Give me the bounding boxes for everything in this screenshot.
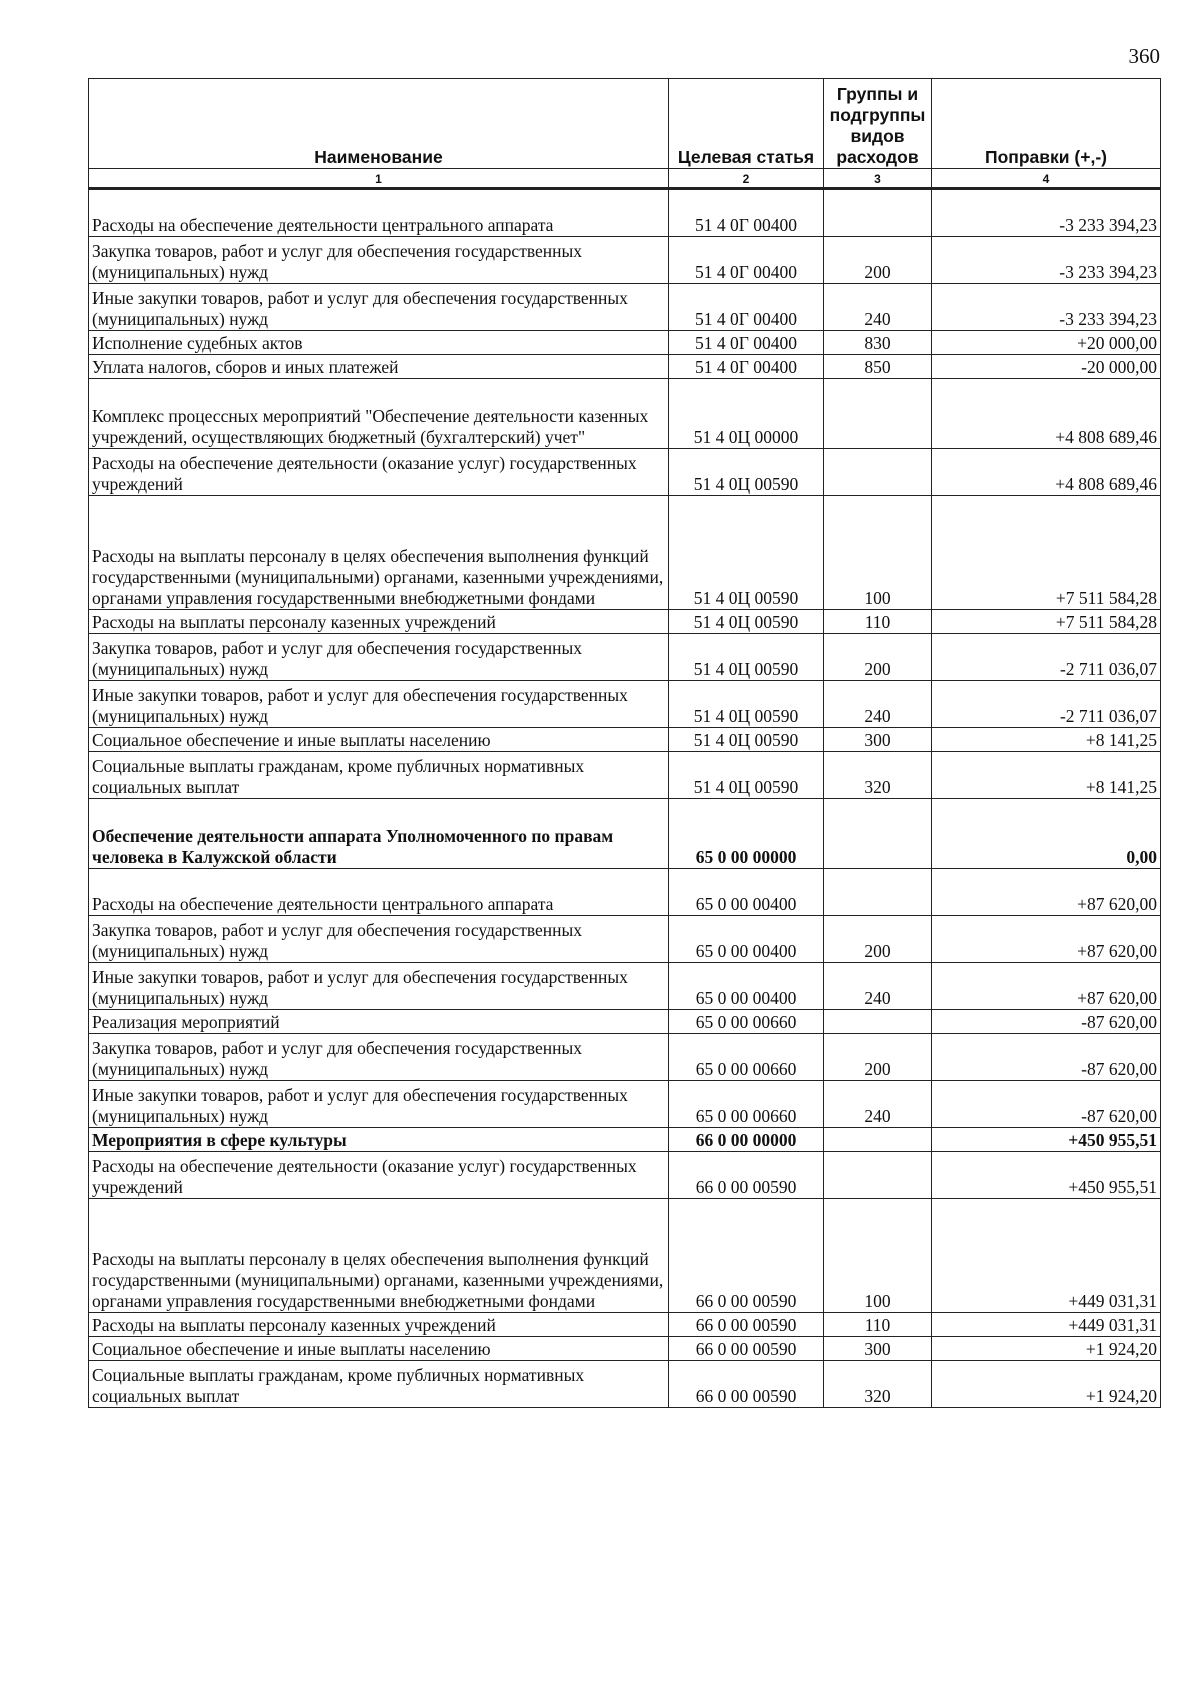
row-expense-group: 240 — [824, 681, 932, 728]
row-name: Иные закупки товаров, работ и услуг для обеспечения государственных (муниципальных) нужд — [89, 1081, 669, 1128]
row-name: Иные закупки товаров, работ и услуг для обеспечения государственных (муниципальных) нужд — [89, 284, 669, 331]
table-row — [89, 963, 1161, 1010]
row-expense-group: 300 — [824, 728, 932, 752]
row-target-article: 65 0 00 00660 — [669, 1034, 824, 1081]
table-row — [89, 1081, 1161, 1128]
row-amount: +87 620,00 — [932, 963, 1161, 1010]
table-row — [89, 284, 1161, 331]
row-amount: +1 924,20 — [932, 1337, 1161, 1361]
column-number: 2 — [669, 169, 824, 189]
row-name: Социальное обеспечение и иные выплаты населению — [89, 728, 669, 752]
row-amount: -3 233 394,23 — [932, 284, 1161, 331]
table-row — [89, 1128, 1161, 1152]
row-expense-group: 110 — [824, 610, 932, 634]
header-name: Наименование — [89, 79, 669, 169]
row-name: Расходы на выплаты персоналу в целях обеспечения выполнения функций государственными (муниципальными) органами, казенными учреждениями, органами управления государственными внебюджетными фондами — [89, 1199, 669, 1313]
row-target-article: 66 0 00 00590 — [669, 1361, 824, 1408]
table-row — [89, 237, 1161, 284]
row-target-article: 65 0 00 00660 — [669, 1081, 824, 1128]
row-target-article: 51 4 0Г 00400 — [669, 189, 824, 237]
row-amount: 0,00 — [932, 799, 1161, 869]
table-row — [89, 869, 1161, 916]
row-target-article: 66 0 00 00590 — [669, 1313, 824, 1337]
table-row — [89, 1313, 1161, 1337]
table-row — [89, 189, 1161, 237]
row-target-article: 51 4 0Ц 00590 — [669, 634, 824, 681]
row-name: Расходы на обеспечение деятельности (оказание услуг) государственных учреждений — [89, 1152, 669, 1199]
row-expense-group: 240 — [824, 963, 932, 1010]
row-target-article: 51 4 0Г 00400 — [669, 284, 824, 331]
row-target-article: 51 4 0Г 00400 — [669, 331, 824, 355]
row-expense-group: 100 — [824, 1199, 932, 1313]
table-row — [89, 1034, 1161, 1081]
row-amount: +1 924,20 — [932, 1361, 1161, 1408]
table-row — [89, 752, 1161, 799]
table-row — [89, 799, 1161, 869]
row-name: Расходы на выплаты персоналу в целях обеспечения выполнения функций государственными (муниципальными) органами, казенными учреждениями, органами управления государственными внебюджетными фондами — [89, 496, 669, 610]
table-row — [89, 634, 1161, 681]
row-expense-group — [824, 449, 932, 496]
row-amount: +7 511 584,28 — [932, 496, 1161, 610]
row-name: Расходы на выплаты персоналу казенных учреждений — [89, 610, 669, 634]
row-expense-group — [824, 189, 932, 237]
row-amount: +8 141,25 — [932, 752, 1161, 799]
row-expense-group — [824, 379, 932, 449]
budget-amendments-table — [88, 78, 1161, 1408]
table-row — [89, 379, 1161, 449]
table-row — [89, 355, 1161, 379]
row-amount: +450 955,51 — [932, 1128, 1161, 1152]
row-target-article: 66 0 00 00590 — [669, 1152, 824, 1199]
row-expense-group — [824, 1128, 932, 1152]
row-amount: -3 233 394,23 — [932, 237, 1161, 284]
page-number: 360 — [1128, 44, 1160, 68]
row-amount: +8 141,25 — [932, 728, 1161, 752]
row-expense-group: 200 — [824, 916, 932, 963]
row-amount: +87 620,00 — [932, 916, 1161, 963]
row-target-article: 65 0 00 00400 — [669, 916, 824, 963]
table-row — [89, 1010, 1161, 1034]
header-target-article: Целевая статья — [669, 79, 824, 169]
row-name: Реализация мероприятий — [89, 1010, 669, 1034]
row-target-article: 51 4 0Ц 00590 — [669, 449, 824, 496]
row-amount: -3 233 394,23 — [932, 189, 1161, 237]
row-name: Комплекс процессных мероприятий "Обеспечение деятельности казенных учреждений, осуществляющих бюджетный (бухгалтерский) учет" — [89, 379, 669, 449]
row-target-article: 51 4 0Г 00400 — [669, 355, 824, 379]
row-name: Иные закупки товаров, работ и услуг для обеспечения государственных (муниципальных) нужд — [89, 963, 669, 1010]
row-name: Социальные выплаты гражданам, кроме публичных нормативных социальных выплат — [89, 752, 669, 799]
table-row — [89, 331, 1161, 355]
row-name: Расходы на выплаты персоналу казенных учреждений — [89, 1313, 669, 1337]
row-target-article: 51 4 0Ц 00590 — [669, 496, 824, 610]
row-target-article: 66 0 00 00590 — [669, 1337, 824, 1361]
table-row — [89, 1337, 1161, 1361]
table-row — [89, 728, 1161, 752]
table-row — [89, 610, 1161, 634]
row-expense-group: 830 — [824, 331, 932, 355]
row-target-article: 51 4 0Ц 00590 — [669, 728, 824, 752]
row-name: Расходы на обеспечение деятельности центрального аппарата — [89, 869, 669, 916]
row-expense-group — [824, 1010, 932, 1034]
row-name: Исполнение судебных актов — [89, 331, 669, 355]
row-amount: +450 955,51 — [932, 1152, 1161, 1199]
table-row — [89, 1361, 1161, 1408]
row-expense-group: 240 — [824, 284, 932, 331]
row-expense-group — [824, 869, 932, 916]
row-target-article: 65 0 00 00660 — [669, 1010, 824, 1034]
row-amount: +4 808 689,46 — [932, 379, 1161, 449]
table-row — [89, 449, 1161, 496]
row-target-article: 51 4 0Ц 00590 — [669, 752, 824, 799]
row-target-article: 65 0 00 00400 — [669, 869, 824, 916]
row-name: Иные закупки товаров, работ и услуг для обеспечения государственных (муниципальных) нужд — [89, 681, 669, 728]
row-amount: -87 620,00 — [932, 1010, 1161, 1034]
row-amount: +7 511 584,28 — [932, 610, 1161, 634]
row-amount: +449 031,31 — [932, 1313, 1161, 1337]
row-expense-group: 300 — [824, 1337, 932, 1361]
row-expense-group: 240 — [824, 1081, 932, 1128]
row-target-article: 66 0 00 00000 — [669, 1128, 824, 1152]
row-target-article: 65 0 00 00000 — [669, 799, 824, 869]
column-number: 3 — [824, 169, 932, 189]
row-amount: -20 000,00 — [932, 355, 1161, 379]
row-target-article: 51 4 0Г 00400 — [669, 237, 824, 284]
row-name: Социальные выплаты гражданам, кроме публичных нормативных социальных выплат — [89, 1361, 669, 1408]
row-expense-group: 110 — [824, 1313, 932, 1337]
row-amount: +449 031,31 — [932, 1199, 1161, 1313]
row-name: Закупка товаров, работ и услуг для обеспечения государственных (муниципальных) нужд — [89, 916, 669, 963]
row-expense-group — [824, 799, 932, 869]
row-amount: -2 711 036,07 — [932, 681, 1161, 728]
row-expense-group: 320 — [824, 752, 932, 799]
row-amount: +4 808 689,46 — [932, 449, 1161, 496]
table-row — [89, 1152, 1161, 1199]
row-target-article: 65 0 00 00400 — [669, 963, 824, 1010]
row-target-article: 66 0 00 00590 — [669, 1199, 824, 1313]
column-number: 1 — [89, 169, 669, 189]
row-amount: +20 000,00 — [932, 331, 1161, 355]
row-expense-group: 200 — [824, 237, 932, 284]
row-name: Закупка товаров, работ и услуг для обеспечения государственных (муниципальных) нужд — [89, 1034, 669, 1081]
row-amount: -87 620,00 — [932, 1081, 1161, 1128]
row-name: Обеспечение деятельности аппарата Уполномоченного по правам человека в Калужской области — [89, 799, 669, 869]
row-expense-group: 200 — [824, 634, 932, 681]
row-name: Расходы на обеспечение деятельности центрального аппарата — [89, 189, 669, 237]
row-amount: -87 620,00 — [932, 1034, 1161, 1081]
row-name: Закупка товаров, работ и услуг для обеспечения государственных (муниципальных) нужд — [89, 237, 669, 284]
table-row — [89, 681, 1161, 728]
row-amount: +87 620,00 — [932, 869, 1161, 916]
row-expense-group: 850 — [824, 355, 932, 379]
row-target-article: 51 4 0Ц 00000 — [669, 379, 824, 449]
row-expense-group: 100 — [824, 496, 932, 610]
table-row — [89, 496, 1161, 610]
table-row — [89, 916, 1161, 963]
column-number: 4 — [932, 169, 1161, 189]
row-name: Уплата налогов, сборов и иных платежей — [89, 355, 669, 379]
row-name: Мероприятия в сфере культуры — [89, 1128, 669, 1152]
row-target-article: 51 4 0Ц 00590 — [669, 610, 824, 634]
row-amount: -2 711 036,07 — [932, 634, 1161, 681]
header-amendments: Поправки (+,-) — [932, 79, 1161, 169]
row-expense-group: 320 — [824, 1361, 932, 1408]
row-name: Социальное обеспечение и иные выплаты населению — [89, 1337, 669, 1361]
row-target-article: 51 4 0Ц 00590 — [669, 681, 824, 728]
row-expense-group — [824, 1152, 932, 1199]
row-name: Закупка товаров, работ и услуг для обеспечения государственных (муниципальных) нужд — [89, 634, 669, 681]
row-name: Расходы на обеспечение деятельности (оказание услуг) государственных учреждений — [89, 449, 669, 496]
row-expense-group: 200 — [824, 1034, 932, 1081]
header-expense-groups: Группы и подгруппы видов расходов — [824, 79, 932, 169]
table-row — [89, 1199, 1161, 1313]
